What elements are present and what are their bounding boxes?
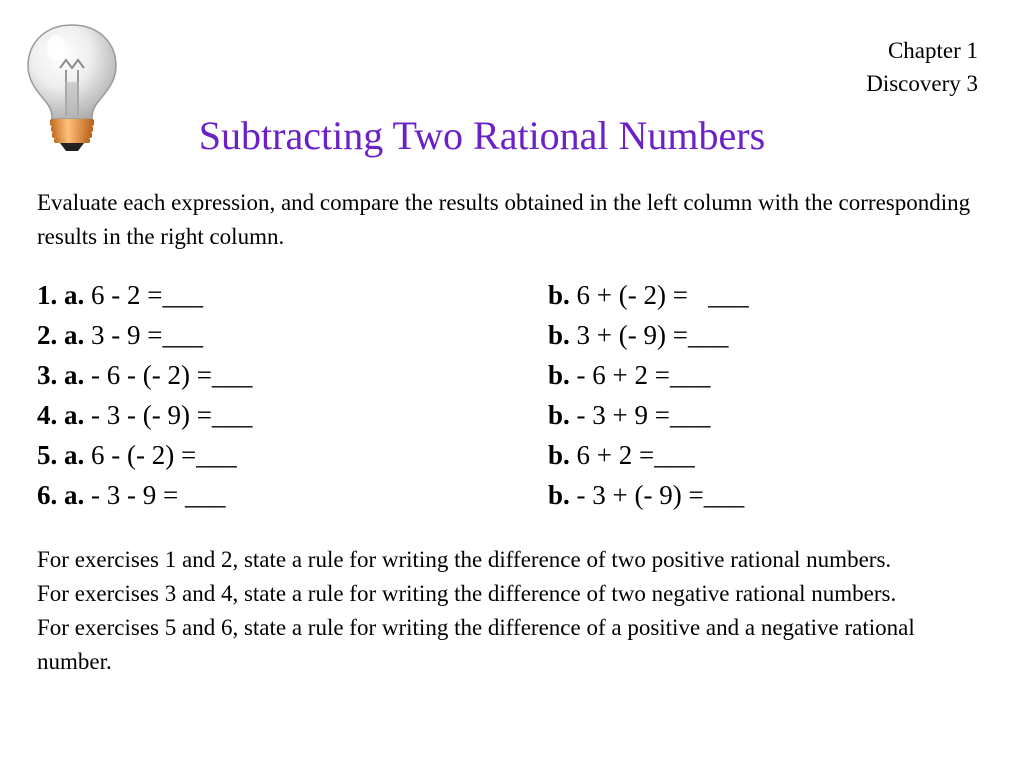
exercise-list [37, 275, 997, 515]
part-b-label: b. [548, 360, 570, 390]
exercise-4b [548, 395, 710, 435]
rule-prompt-1: For exercises 1 and 2, state a rule for writing the difference of two positive rational numbers. [37, 547, 892, 572]
expression-b: - 3 + 9 =___ [576, 400, 711, 430]
part-b-label: b. [548, 400, 570, 430]
expression-a: - 6 - (- 2) =___ [91, 360, 253, 390]
part-b-label: b. [548, 320, 570, 350]
expression-b: 3 + (- 9) =___ [576, 320, 729, 350]
exercise-2b [548, 315, 728, 355]
part-a-label: a. [64, 320, 85, 350]
exercise-number: 2. [37, 320, 58, 350]
expression-b: 6 + (- 2) = ___ [576, 280, 749, 310]
expression-b: - 3 + (- 9) =___ [576, 480, 745, 510]
exercise-number: 5. [37, 440, 58, 470]
part-b-label: b. [548, 480, 570, 510]
expression-a: - 3 - 9 = ___ [91, 480, 226, 510]
expression-a: - 3 - (- 9) =___ [91, 400, 253, 430]
exercise-2a [37, 315, 203, 355]
part-a-label: a. [64, 480, 85, 510]
exercise-row-4 [37, 395, 997, 435]
expression-a: 6 - 2 =___ [91, 280, 203, 310]
exercise-6b [548, 475, 744, 515]
part-b-label: b. [548, 280, 570, 310]
expression-a: 6 - (- 2) =___ [91, 440, 237, 470]
part-a-label: a. [64, 400, 85, 430]
exercise-1a [37, 275, 203, 315]
part-a-label: a. [64, 280, 85, 310]
exercise-3a [37, 355, 252, 395]
rule-prompt-2: For exercises 3 and 4, state a rule for writing the difference of two negative rational numbers. [37, 581, 897, 606]
part-a-label: a. [64, 440, 85, 470]
exercise-5b [548, 435, 695, 475]
exercise-number: 6. [37, 480, 58, 510]
discovery-label: Discovery 3 [866, 71, 978, 96]
page-title: Subtracting Two Rational Numbers [198, 113, 766, 158]
expression-a: 3 - 9 =___ [91, 320, 203, 350]
expression-b: - 6 + 2 =___ [576, 360, 711, 390]
exercise-number: 4. [37, 400, 58, 430]
exercise-1b [548, 275, 749, 315]
exercise-row-1 [37, 275, 997, 315]
chapter-heading [866, 34, 978, 100]
exercise-3b [548, 355, 710, 395]
rule-prompt-3: For exercises 5 and 6, state a rule for writing the difference of a positive and a negative rational number. [37, 615, 915, 674]
exercise-4a [37, 395, 252, 435]
chapter-label: Chapter 1 [887, 38, 978, 63]
exercise-6a [37, 475, 225, 515]
rule-prompts [37, 543, 937, 679]
exercise-row-6 [37, 475, 997, 515]
exercise-row-2 [37, 315, 997, 355]
expression-b: 6 + 2 =___ [576, 440, 695, 470]
exercise-number: 3. [37, 360, 58, 390]
exercise-row-5 [37, 435, 997, 475]
exercise-5a [37, 435, 237, 475]
exercise-number: 1. [37, 280, 58, 310]
part-a-label: a. [64, 360, 85, 390]
part-b-label: b. [548, 440, 570, 470]
instructions-text: Evaluate each expression, and compare the results obtained in the left column with the corresponding results in the right column. [37, 190, 971, 249]
exercise-row-3 [37, 355, 997, 395]
